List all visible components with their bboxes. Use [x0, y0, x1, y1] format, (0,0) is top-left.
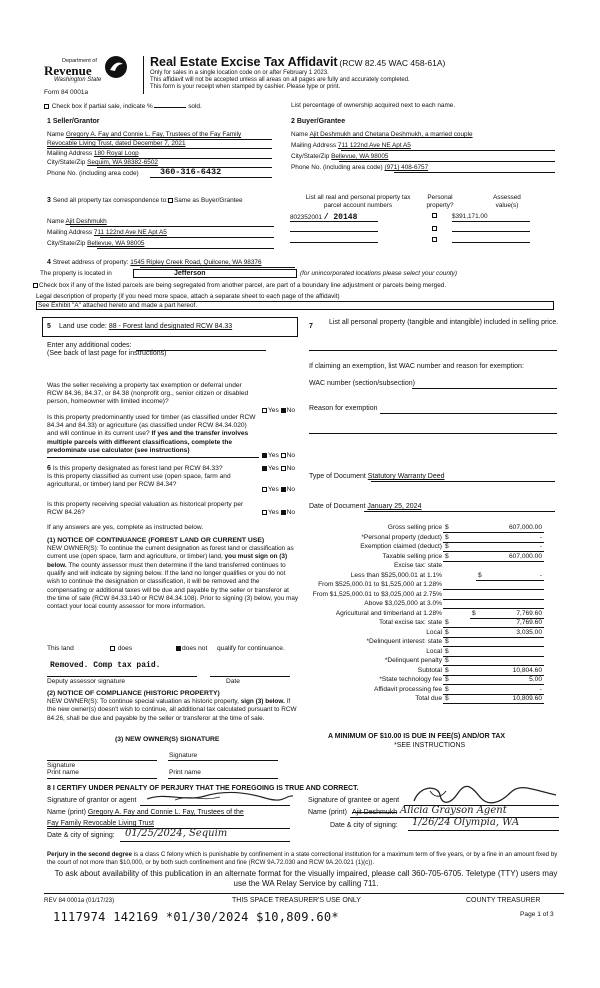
fee-value[interactable]: 607,000.00	[508, 524, 542, 531]
county-note: (for unincorporated locations please select your county)	[300, 270, 458, 277]
corr-name-label: Name	[47, 218, 65, 225]
notice2-body-c: If the new owner(s) doesn't wish to continue, all additional tax calculated pursuant to RCW 84.26, shall be due and payable by the seller or transferor at the time of sale.	[47, 698, 297, 722]
personal-property-label: List all personal property (tangible and intangible) included in selling price.	[329, 319, 559, 326]
q-timber-no[interactable]	[281, 453, 286, 458]
located-label: The property is located in	[40, 270, 112, 277]
fee-label: Taxable selling price	[382, 552, 442, 560]
q-current-yes-label: Yes	[268, 486, 279, 493]
seller-name-line1[interactable]: Gregory A. Fay and Connie L. Fay, Trustees of the Fay Family	[65, 131, 242, 138]
partial-percent-field[interactable]	[154, 102, 186, 108]
legal-description-value: See Exhibit "A" attached hereto and made a part hereof.	[38, 302, 198, 309]
q-timber: Is this property predominantly used for timber (as classified under RCW 84.34 and 84.33) or agriculture (as classified under RCW 84.34.020) and will continue in its current use?	[47, 414, 256, 438]
header-note-3: This form is your receipt when stamped by cashier. Please type or print.	[150, 84, 341, 90]
fee-dollar: $	[445, 552, 449, 560]
fee-dollar: $	[445, 628, 449, 636]
this-land-label: This land	[47, 645, 74, 652]
street-address[interactable]: 1545 Ripley Creek Road, Quilcene, WA 98376	[130, 259, 262, 266]
fee-label: Affidavit processing fee	[373, 685, 442, 693]
q-current-no[interactable]	[281, 487, 286, 492]
fee-value[interactable]: 3,035.00	[516, 628, 542, 636]
dept-line3: Washington State	[54, 77, 102, 83]
segregation-checkbox[interactable]	[33, 283, 38, 288]
q-exempt-no-label: No	[286, 407, 296, 414]
fee-label: From $1,525,000.01 to $3,025,000 at 2.75%	[312, 590, 442, 598]
corr-name[interactable]: Ajit Deshmukh	[65, 218, 107, 225]
seller-mailing[interactable]: 180 Royal Loop	[93, 150, 139, 157]
corr-mailing-label: Mailing Address	[47, 229, 93, 236]
personal-property-checkbox-2[interactable]	[432, 226, 437, 231]
assessed-col-header: Assessed value(s)	[493, 194, 521, 209]
fee-dollar: $	[445, 676, 449, 683]
notice2-body-a: NEW OWNER(S): To continue special valuation as historic property,	[47, 698, 239, 705]
q-forest-no[interactable]	[281, 466, 286, 471]
doc-type[interactable]: Statutory Warranty Deed	[367, 473, 445, 480]
doc-type-label: Type of Document	[309, 473, 366, 480]
fee-underline	[443, 542, 544, 543]
personal-property-checkbox-1[interactable]	[432, 213, 437, 218]
buyer-name[interactable]: Ajit Deshmukh and Chetana Deshmukh, a married couple	[309, 131, 473, 138]
exemption-claim-label: If claiming an exemption, list WAC number and reason for exemption:	[309, 363, 524, 370]
seller-city[interactable]: Sequim, WA 98382-6502	[87, 159, 158, 166]
q-historic: Is this property receiving special valuation as historical property per RCW 84.26?	[47, 501, 244, 517]
q-historic-no[interactable]	[281, 510, 286, 515]
corr-city-label: City/State/Zip	[47, 240, 86, 247]
grantor-name-a[interactable]: Gregory A. Fay and Connie L. Fay, Trustees of the	[87, 809, 244, 816]
buyer-phone-label: Phone No. (including area code)	[291, 164, 383, 171]
accessibility-note: To ask about availability of this publication in an alternate format for the visually impaired, please call 360-705-6705. Teletype (TTY) users may use the WA Relay Service by calling 711.	[54, 869, 558, 889]
county-select[interactable]	[133, 269, 297, 278]
header-note-2: This affidavit will not be accepted unless all areas on all pages are fully and accurately completed.	[150, 77, 410, 83]
fee-label: Excise tax: state	[393, 562, 442, 569]
fee-value[interactable]: -	[539, 543, 542, 550]
grantee-date-city[interactable]: 1/26/24 Olympia, WA	[412, 817, 520, 828]
fee-label: Total due	[415, 695, 442, 702]
q-timber-yes[interactable]	[262, 453, 267, 458]
form-number: Form 84 0001a	[44, 89, 89, 96]
additional-codes-label: Enter any additional codes:	[47, 342, 132, 349]
fee-underline	[476, 580, 544, 581]
correspondence-label: Send all property tax correspondence to:	[52, 197, 168, 204]
fee-value[interactable]: 5.00	[529, 676, 542, 683]
fee-underline	[443, 637, 544, 638]
q-exempt-no[interactable]	[281, 408, 286, 413]
new-owner-print-2[interactable]: Print name	[169, 769, 201, 776]
wac-label: WAC number (section/subsection)	[309, 380, 415, 387]
see-back-note: (See back of last page for instructions)	[47, 350, 167, 357]
fee-dollar: $	[445, 533, 449, 541]
fee-underline	[443, 599, 544, 600]
q-exempt-yes[interactable]	[262, 408, 267, 413]
notice1-body-a: NEW OWNER(S): To continue the current designation as forest land or classification as current use (open space, farm and agriculture, or timber) land,	[47, 545, 294, 561]
partial-sale-checkbox[interactable]	[44, 104, 49, 109]
assessed-value-1[interactable]: $391,171.00	[452, 213, 488, 220]
fee-label: *Delinquent interest: state	[366, 638, 442, 645]
q-historic-no-label: No	[286, 509, 296, 516]
parcel-col-header: List all real and personal property tax parcel account numbers	[305, 194, 411, 209]
deputy-date-label: Date	[226, 678, 240, 685]
fee-underline	[443, 703, 544, 704]
fee-underline	[443, 684, 544, 685]
street-label: Street address of property:	[52, 259, 129, 266]
fee-value[interactable]: 10,804.60	[512, 666, 542, 674]
fee-dollar: $	[445, 638, 449, 645]
fee-dollar: $	[445, 657, 449, 664]
fee-underline	[443, 646, 544, 647]
notice1-body-b: you must sign on (3) below.	[47, 553, 288, 569]
does-not-label: does not	[182, 645, 208, 652]
q-forest-yes-label: Yes	[268, 465, 279, 472]
fee-underline	[443, 656, 544, 657]
revision-number: REV 84 0001a (01/17/23)	[44, 897, 115, 904]
fee-value[interactable]: 7,769.60	[516, 609, 542, 617]
corr-mailing[interactable]: 711 122nd Ave NE Apt A5	[93, 229, 167, 236]
seller-name-label: Name	[47, 131, 65, 138]
page-number: Page 1 of 3	[520, 911, 554, 918]
legal-description-field[interactable]	[36, 301, 554, 310]
fee-label: Gross selling price	[387, 524, 442, 531]
new-owner-sig-heading: (3) NEW OWNER(S) SIGNATURE	[115, 736, 220, 743]
q-current-use: Is this property classified as current use (open space, farm and agricultural, or timber) land per RCW 84.34?	[47, 473, 231, 489]
county-value: Jefferson	[174, 270, 206, 277]
q-timber-no-label: No	[286, 452, 296, 459]
buyer-mailing[interactable]: 711 122nd Ave NE Apt A5	[337, 142, 411, 149]
fee-label: *State technology fee	[379, 676, 442, 683]
header-note-1: Only for sales in a single location code on or after February 1 2023.	[150, 70, 329, 76]
fee-label: Less than $525,000.01 at 1.1%	[350, 571, 442, 579]
notice1-body-c: The county assessor must then determine if the land transferred continues to qualify and will indicate by signing below. If the land no longer qualifies or you do not wish to continue the designation or classification, it will be removed and the compensating or additional taxes will be due and payable by the seller or transferor at the time of sale (RCW 84.33.140 or RCW 84.34.108). Prior to signing (3) below, you may contact your local county assessor for more information.	[47, 561, 299, 611]
grantor-signature-icon[interactable]	[145, 790, 295, 804]
q-current-no-label: No	[286, 486, 296, 493]
grantor-name-b[interactable]: Fay Family Revocable Living Trust	[47, 820, 154, 827]
grantor-name-label: Name (print)	[47, 809, 86, 816]
fee-label: *Personal property (deduct)	[361, 533, 442, 541]
new-owner-signature-2[interactable]: Signature	[169, 752, 198, 759]
q-historic-yes[interactable]	[262, 510, 267, 515]
doc-date-label: Date of Document	[309, 503, 366, 510]
treasurer-use-only: THIS SPACE TREASURER'S USE ONLY	[232, 897, 361, 904]
fee-value[interactable]: 7,769.60	[516, 619, 542, 626]
q-forest-no-label: No	[286, 465, 296, 472]
reason-label: Reason for exemption	[309, 405, 378, 412]
dept-line2: Revenue	[44, 63, 92, 78]
fee-dollar: $	[472, 609, 476, 617]
grantee-name-struck: Ajit Deshmukh	[352, 809, 398, 816]
buyer-mailing-label: Mailing Address	[291, 142, 337, 149]
fee-table	[300, 524, 562, 754]
if-yes-note: If any answers are yes, complete as instructed below.	[47, 524, 204, 531]
buyer-heading: Buyer/Grantee	[296, 118, 346, 125]
buyer-name-label: Name	[291, 131, 309, 138]
fee-value[interactable]: 10,809.60	[512, 695, 542, 702]
grantee-sig-label: Signature of grantee or agent	[308, 797, 400, 804]
fee-label: Subtotal	[417, 666, 442, 674]
buyer-city-label: City/State/Zip	[291, 153, 330, 160]
q-historic-yes-label: Yes	[268, 509, 279, 516]
seller-heading: Seller/Grantor	[52, 118, 100, 125]
grantee-name-label: Name (print)	[308, 809, 347, 816]
new-owner-signature-1[interactable]: Signature	[47, 762, 76, 769]
parcel-account-suffix[interactable]: / 20148	[323, 213, 358, 222]
notice2-body-b: sign (3) below.	[240, 698, 285, 705]
personal-col-header: Personal property?	[426, 194, 454, 209]
seller-mailing-label: Mailing Address	[47, 150, 93, 157]
seller-city-label: City/State/Zip	[47, 159, 86, 166]
personal-property-checkbox-3[interactable]	[432, 237, 437, 242]
new-owner-print-1[interactable]: Print name	[47, 769, 79, 776]
fee-label: From $525,000.01 to $1,525,000 at 1.28%	[318, 581, 442, 588]
fee-dollar: $	[445, 695, 449, 702]
notice2-heading: (2) NOTICE OF COMPLIANCE (HISTORIC PROPERTY)	[47, 690, 220, 697]
land-use-label: Land use code:	[59, 323, 107, 330]
perjury-text: is a class C felony which is punishable by confinement in a state correctional institution for a maximum term of five years, or by a fine in an amount fixed by the court of not more than $10,000, or by both such confinement and fine (RCW 9A.72.030 and RCW 9A.20.021 (1)(c)).	[47, 851, 558, 867]
fee-dollar: $	[478, 571, 482, 579]
grantor-date-city[interactable]: 01/25/2024, Sequim	[125, 828, 228, 839]
same-as-buyer-label: Same as Buyer/Grantee	[173, 197, 243, 204]
fee-dollar: $	[445, 666, 449, 674]
form-title: Real Estate Excise Tax Affidavit	[150, 55, 338, 69]
removed-note[interactable]: Removed. Comp tax paid.	[50, 661, 161, 670]
ownership-note: List percentage of ownership acquired next to each name.	[291, 102, 456, 109]
fee-label: Local	[426, 647, 442, 655]
fee-label: Total excise tax: state	[378, 619, 442, 626]
dor-emblem-icon	[104, 55, 128, 79]
buyer-phone[interactable]: (971) 408-6757	[384, 164, 429, 171]
seller-phone[interactable]: 360-316-6432	[160, 167, 222, 177]
grantee-name-hand[interactable]: Alicia Grayson Agent	[400, 805, 507, 816]
grantor-sig-label: Signature of grantor or agent	[47, 797, 137, 804]
county-treasurer: COUNTY TREASURER	[466, 897, 541, 904]
perjury-heading: Perjury in the second degree	[47, 851, 132, 858]
fee-dollar: $	[445, 685, 449, 693]
seller-name-line2[interactable]: Revocable Living Trust, dated December 7, 2021	[47, 140, 186, 147]
fee-dollar: $	[445, 524, 449, 531]
same-as-buyer-checkbox[interactable]	[168, 198, 173, 203]
deputy-signature-label: Deputy assessor signature	[47, 678, 126, 685]
q-exempt-yes-label: Yes	[268, 407, 279, 414]
fee-dollar: $	[445, 543, 449, 550]
legal-label: Legal description of property (if you need more space, attach a separate sheet to each page of the affidavit)	[36, 293, 340, 300]
segregation-label: Check box if any of the listed parcels are being segregated from another parcel, are part of a boundary line adjustment or parcels being merged.	[39, 282, 447, 289]
receipt-stamp: 1117974 142169 *01/30/2024 $10,809.60*	[53, 910, 339, 924]
fee-dollar: $	[445, 647, 449, 655]
fee-label: *Delinquent penalty	[384, 657, 442, 664]
fee-value[interactable]: -	[539, 533, 542, 541]
partial-sale-label: Check box if partial sale, indicate %	[51, 103, 153, 110]
does-label: does	[117, 645, 133, 652]
fee-value[interactable]: 607,000.00	[508, 552, 542, 560]
fee-value[interactable]: -	[539, 571, 542, 579]
grantor-date-label: Date & city of signing:	[47, 832, 115, 839]
corr-city[interactable]: Bellevue, WA 98005	[87, 240, 145, 247]
dept-line1: Department of	[62, 58, 97, 64]
parcel-account[interactable]: 802352001	[290, 214, 322, 221]
grantee-signature-icon[interactable]	[410, 783, 560, 807]
fee-dollar: $	[445, 619, 449, 626]
land-use-value[interactable]: 88 - Forest land designated RCW 84.33	[108, 323, 233, 330]
partial-sold-label: sold.	[188, 103, 202, 110]
minimum-fee-note: A MINIMUM OF $10.00 IS DUE IN FEE(S) AND/OR TAX	[328, 733, 506, 740]
dor-logo	[44, 58, 134, 90]
q-forest-yes[interactable]	[262, 466, 267, 471]
fee-label: Above $3,025,000 at 3.0%	[364, 600, 442, 607]
fee-value[interactable]: -	[539, 685, 542, 693]
fee-underline	[443, 589, 544, 590]
fee-label: Agricultural and timberland at 1.28%	[335, 609, 442, 617]
see-instructions: *SEE INSTRUCTIONS	[394, 742, 466, 749]
land-use-box: 5 Land use code: 88 - Forest land designated RCW 84.33	[42, 317, 298, 337]
q-forest: Is this property designated as forest land per RCW 84.33?	[52, 465, 223, 472]
q-exemption: Was the seller receiving a property tax exemption or deferral under RCW 84.36, 84.37, or 84.38 (nonprofit org., senior citizen or disabled person, homeowner with limited income)?	[47, 382, 249, 406]
notice1-heading: (1) NOTICE OF CONTINUANCE (FOREST LAND OR CURRENT USE)	[47, 537, 265, 544]
seller-phone-label: Phone No. (including area code)	[47, 170, 139, 177]
fee-underline	[443, 561, 544, 562]
grantee-date-label: Date & city of signing:	[330, 822, 398, 829]
q-timber-b: If yes and the transfer involves multiple parcels with different classifications, complete the predominate use calculator (see instructions)	[47, 430, 249, 454]
q-timber-yes-label: Yes	[268, 452, 279, 459]
buyer-city[interactable]: Bellevue, WA 98005	[331, 153, 389, 160]
fee-label: Exemption claimed (deduct)	[360, 543, 442, 550]
q-current-yes[interactable]	[262, 487, 267, 492]
fee-label: Local	[426, 628, 442, 636]
fee-underline	[443, 532, 544, 533]
qualify-label: qualify for continuance.	[217, 645, 285, 652]
doc-date[interactable]: January 25, 2024	[367, 503, 422, 510]
form-rcw: (RCW 82.45 WAC 458-61A)	[339, 58, 446, 68]
certify-statement: I CERTIFY UNDER PENALTY OF PERJURY THAT THE FOREGOING IS TRUE AND CORRECT.	[52, 785, 359, 792]
